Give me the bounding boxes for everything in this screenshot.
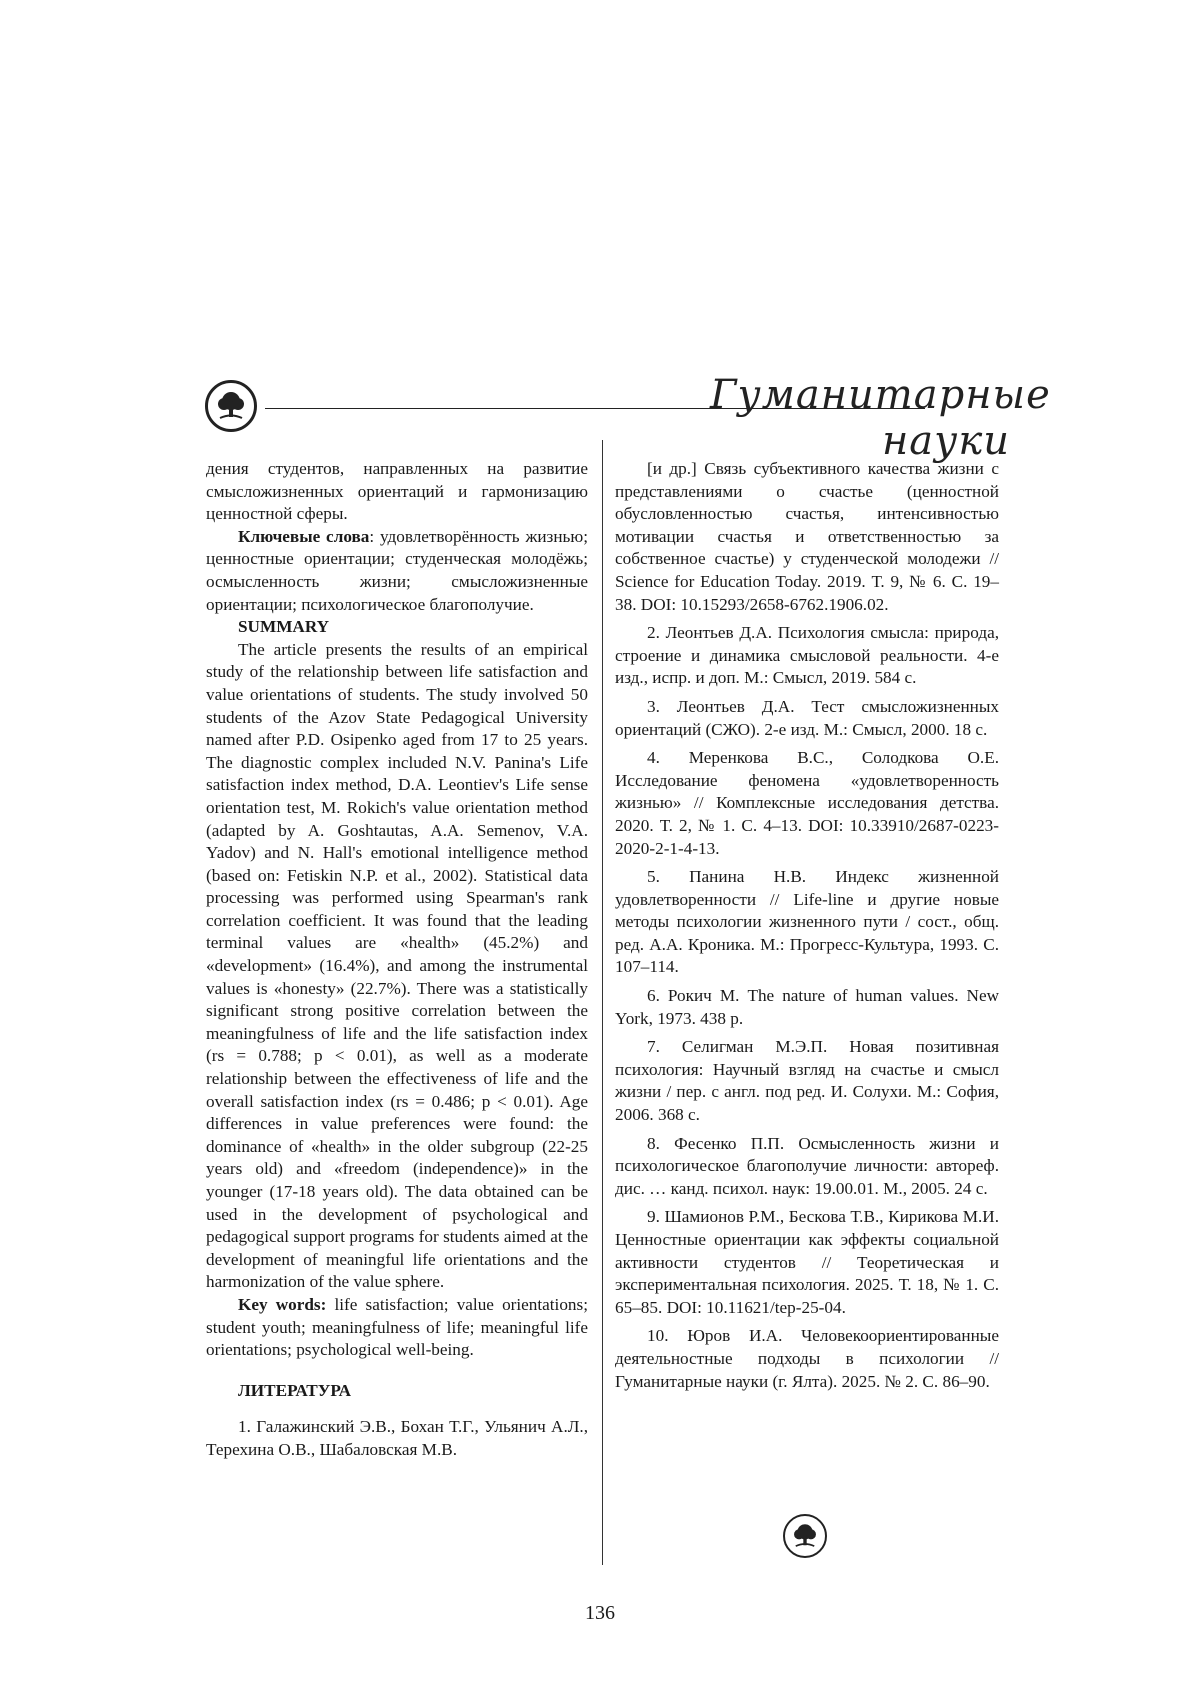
summary-text: The article presents the results of an empirical study of the relationship between life satisfaction and value orientations of students. The study involved 50 students of the Azov State Pedagogical University named after P.D. Osipenko aged from 17 to 25 years. The diagnostic complex included N.V. Panina's Life satisfaction index method, D.A. Leontiev's Life sense orientation test, M. Rokich's value orientation method (adapted by A. Goshtautas, A.A. Semenov, V.A. Yadov) and N. Hall's emotional intelligence method (based on: Fetiskin N.P. et al., 2002). Statistical data processing was performed using Spearman's rank correlation coefficient. It was found that the leading terminal values are «health» (45.2%) and «development» (16.4%), and among the instrumental values is «honesty» (22.7%). There was a statistically significant strong positive correlation between the meaningfulness of life and the life satisfaction index (rs = 0.788; p < 0.01), as well as a moderate relationship between the effectiveness of life and the overall satisfaction index (rs = 0.486; p < 0.01). Age differences in value preferences were found: the dominance of «health» in the older subgroup (22-25 years old) and «freedom (independence)» in the younger (17-18 years old). The data obtained can be used in the development of psychological and pedagogical support programs for students aimed at the development of meaningful life orientations and the harmonization of the value sphere.: [206, 639, 588, 1292]
reference-5: 5. Панина Н.В. Индекс жизненной удовлетворенности // Life-line и другие новые методы психологии жизненного пути / сост., общ. ред. А.А. Кроника. М.: Прогресс-Культура, 1993. С. 107–114.: [615, 867, 999, 977]
summary-heading: SUMMARY: [238, 617, 330, 637]
left-column: [206, 458, 588, 1468]
reference-2: 2. Леонтьев Д.А. Психология смысла: природа, строение и динамика смысловой реальности. 4-е изд., испр. и доп. М.: Смысл, 2019. 584 с.: [615, 623, 999, 688]
abstract-continuation: дения студентов, направленных на развитие смысложизненных ориентаций и гармонизацию ценностной сферы.: [206, 459, 588, 524]
reference-4: 4. Меренкова В.С., Солодкова О.Е. Исследование феномена «удовлетворенность жизнью» // Комплексные исследования детства. 2020. Т. 2, № 1. С. 4–13. DOI: 10.33910/2687-0223-2020-2-1-4-13.: [615, 748, 999, 858]
tree-emblem-icon: [205, 380, 257, 432]
keywords-ru-label: Ключевые слова: [238, 526, 370, 546]
keywords-en: [206, 1294, 588, 1362]
column-divider: [602, 440, 603, 1565]
reference-3: 3. Леонтьев Д.А. Тест смысложизненных ориентаций (СЖО). 2-е изд. М.: Смысл, 2000. 18 с.: [615, 696, 999, 739]
end-emblem-icon: [783, 1514, 827, 1558]
literature-heading: ЛИТЕРАТУРА: [238, 1380, 352, 1400]
keywords-ru-text: : удовлетворённость жизнью; ценностные ориентации; студенческая молодёжь; осмысленность жизни; смысложизненные ориентации; психологическое благополучие.: [206, 526, 588, 614]
reference-6: 6. Рокич М. The nature of human values. New York, 1973. 438 p.: [615, 986, 999, 1028]
page-number: 136: [585, 1602, 615, 1624]
keywords-ru: [206, 526, 588, 616]
reference-10: 10. Юров И.А. Человекоориентированные деятельностные подходы в психологии // Гуманитарные науки (г. Ялта). 2025. № 2. С. 86–90.: [615, 1326, 999, 1391]
reference-7: 7. Селигман М.Э.П. Новая позитивная психология: Научный взгляд на счастье и смысл жизни / пер. с англ. под ред. И. Солухи. М.: София, 2006. 368 с.: [615, 1037, 999, 1125]
page-header: [205, 372, 1051, 464]
journal-title: Гуманитарные науки: [710, 372, 1051, 464]
right-column: [615, 458, 999, 1399]
keywords-en-label: Key words:: [238, 1294, 327, 1314]
reference-1-start: 1. Галажинский Э.В., Бохан Т.Г., Ульянич А.Л., Терехина О.В., Шабаловская М.В.: [206, 1417, 588, 1459]
reference-1-continuation: [и др.] Связь субъективного качества жизни с представлениями о счастье (ценностной обусловленностью счастья, интенсивностью мотивации счастья и ответственностью за собственное счастье) у студенческой молодежи // Science for Education Today. 2019. Т. 9, № 6. С. 19–38. DOI: 10.15293/2658-6762.1906.02.: [615, 459, 999, 614]
reference-9: 9. Шамионов Р.М., Бескова Т.В., Кирикова М.И. Ценностные ориентации как эффекты социальной активности студентов // Теоретическая и экспериментальная психология. 2025. Т. 18, № 1. С. 65–85. DOI: 10.11621/tep-25-04.: [615, 1207, 999, 1317]
reference-8: 8. Фесенко П.П. Осмысленность жизни и психологическое благополучие личности: автореф. дис. … канд. психол. наук: 19.00.01. М., 2005. 24 с.: [615, 1133, 999, 1198]
keywords-en-text: life satisfaction; value orientations; student youth; meaningfulness of life; meaningful life orientations; psychological well-being.: [206, 1294, 588, 1360]
